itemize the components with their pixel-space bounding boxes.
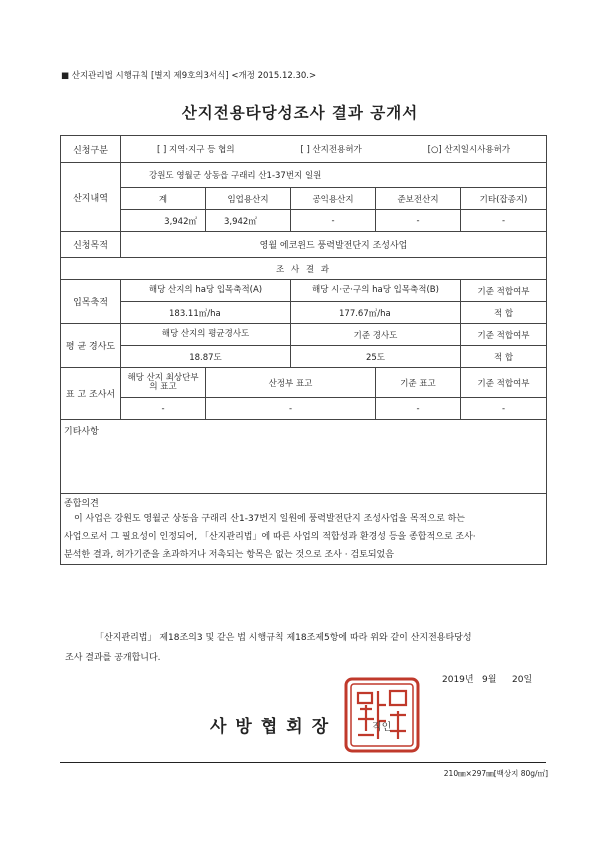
stock-header-site: 해당 산지의 ha당 입목축적(A)	[121, 280, 291, 302]
application-type-options	[121, 136, 547, 163]
stock-value-fit: 적 합	[461, 302, 547, 324]
stock-header-region: 해당 시·군·구의 ha당 입목축적(B)	[291, 280, 461, 302]
elevation-value-standard: -	[376, 398, 461, 420]
opinion-label: 종합의견	[64, 499, 99, 509]
date-day: 20일	[512, 675, 533, 685]
elevation-header-summit: 산정부 표고	[206, 368, 376, 398]
option-temporary-use-permit[interactable]: [○] 산지일시사용허가	[427, 145, 511, 155]
elevation-value-fit: -	[461, 398, 547, 420]
forest-header-other: 기타(잡종지)	[461, 188, 547, 210]
form-header-note: ■ 산지관리법 시행규칙 [별지 제9호의3서식] <개정 2015.12.30.>	[61, 71, 317, 81]
notice-line-2: 조사 결과를 공개합니다.	[65, 653, 161, 663]
other-notes-label: 기타사항	[64, 427, 99, 437]
stock-value-site: 183.11㎥/ha	[121, 302, 291, 324]
slope-header-site: 해당 산지의 평균경사도	[121, 324, 291, 346]
opinion-line-2: 사업으로서 그 필요성이 인정되어, 「산지관리법」에 따른 사업의 적합성과 환경성 등을 종합적으로 조사·	[64, 532, 476, 542]
document-title: 산지전용타당성조사 결과 공개서	[181, 104, 419, 122]
official-seal-icon	[342, 675, 422, 755]
other-notes-cell	[61, 420, 547, 494]
slope-value-site: 18.87도	[121, 346, 291, 368]
forest-header-total: 계	[121, 188, 206, 210]
forest-value-total: 3,942㎡	[121, 210, 206, 232]
elevation-header-standard: 기준 표고	[376, 368, 461, 398]
date-month: 9월	[482, 675, 497, 685]
forest-header-forestry: 임업용산지	[206, 188, 291, 210]
elevation-value-top: -	[121, 398, 206, 420]
stock-label: 입목축적	[61, 280, 121, 324]
stock-header-fit: 기준 적합여부	[461, 280, 547, 302]
survey-results-heading: 조 사 결 과	[61, 258, 547, 280]
option-conversion-permit[interactable]: [ ] 산지전용허가	[300, 145, 362, 155]
forest-address: 강원도 영월군 상동읍 구래리 산1-37번지 일원	[121, 163, 547, 188]
forest-details-label: 산지내역	[61, 163, 121, 232]
paper-spec: 210㎜×297㎜[백상지 80g/㎡]	[443, 769, 548, 778]
elevation-header-fit: 기준 적합여부	[461, 368, 547, 398]
footer-divider	[60, 762, 546, 763]
purpose-value: 영월 에코윈드 풍력발전단지 조성사업	[121, 232, 547, 258]
slope-header-fit: 기준 적합여부	[461, 324, 547, 346]
forest-value-public: -	[291, 210, 376, 232]
slope-value-fit: 적 합	[461, 346, 547, 368]
forest-header-public: 공익용산지	[291, 188, 376, 210]
notice-line-1: 「산지관리법」 제18조의3 및 같은 법 시행규칙 제18조제5항에 따라 위와 같이 산지전용타당성	[95, 633, 472, 643]
signer-name: 사방협회장	[210, 717, 338, 737]
elevation-label: 표 고 조사서	[61, 368, 121, 420]
forest-value-other: -	[461, 210, 547, 232]
opinion-line-3: 분석한 결과, 허가기준을 초과하거나 저촉되는 항목은 없는 것으로 조사 · 검토되었음	[64, 550, 394, 560]
option-region-consult[interactable]: [ ] 지역·지구 등 협의	[156, 145, 235, 155]
slope-value-standard: 25도	[291, 346, 461, 368]
slope-header-standard: 기준 경사도	[291, 324, 461, 346]
forest-header-semi: 준보전산지	[376, 188, 461, 210]
opinion-line-1: 이 사업은 강원도 영월군 상동읍 구래리 산1-37번지 일원에 풍력발전단지 조성사업을 목적으로 하는	[74, 514, 465, 524]
stock-value-region: 177.67㎥/ha	[291, 302, 461, 324]
date-year: 2019년	[442, 675, 474, 685]
forest-value-semi: -	[376, 210, 461, 232]
elevation-value-summit: -	[206, 398, 376, 420]
application-type-label: 신청구분	[61, 136, 121, 163]
purpose-label: 신청목적	[61, 232, 121, 258]
survey-form-table	[60, 135, 547, 565]
elevation-header-top: 해당 산지 최상단부의 표고	[121, 368, 206, 398]
opinion-cell	[61, 494, 547, 565]
seal-label: 직인	[372, 722, 392, 733]
forest-value-forestry: 3,942㎡	[206, 210, 291, 232]
slope-label: 평 균 경사도	[61, 324, 121, 368]
